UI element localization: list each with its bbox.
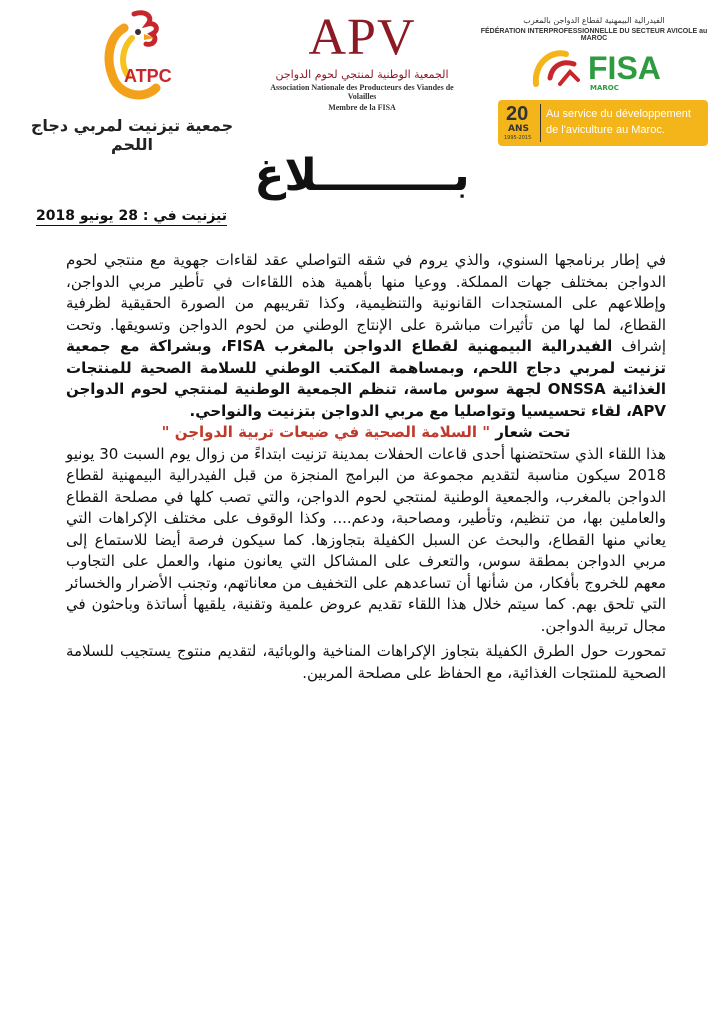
anniversary-number: 20 (506, 103, 529, 125)
apv-arabic-name: الجمعية الوطنية لمنتجي لحوم الدواجن (275, 68, 449, 81)
slogan-text: " السلامة الصحية في ضيعات تربية الدواجن " (161, 423, 491, 441)
page-title: بـــــــــلاغ (254, 150, 470, 201)
anniversary-tagline-2: de l'aviculture au Maroc. (546, 124, 665, 136)
anniversary-banner (498, 100, 708, 146)
paragraph-closing: تمحورت حول الطرق الكفيلة بتجاوز الإكراهات المناخية والوبائية، لتقديم منتوج يستجيب للسلامة الصحية للمنتجات الغذائية، مع الحفاظ على مصلحة المربين. (66, 642, 666, 682)
fisa-logo-text: FISA (588, 50, 661, 86)
fisa-emblem-icon (530, 44, 588, 92)
fisa-logo (530, 44, 680, 94)
paragraph-intro-text: في إطار برنامجها السنوي، والذي يروم في شقه التواصلي عقد لقاءات جهوية مع منتجي لحوم الدواجن بمختلف جهات المملكة. ووعيا منها بأهمية هذه اللقاءات في تأطير مربي الدواجن، وإطلاعهم على المستجدات القانونية والتنظيمية، وكذا تقريبهم من الصورة الحقيقية لظرفية القطاع، لما لها من تأثيرات مباشرة على الإنتاج الوطني من لحوم الدواجن وتسويقها. وتحت إشراف (66, 251, 667, 355)
document-date: تيزنيت في : 28 يونيو 2018 (36, 208, 228, 224)
slogan-line (66, 422, 666, 444)
paragraph-intro-bold: الفيدرالية البيمهنية لقطاع الدواجن بالمغرب FISA، وبشراكة مع جمعية تزنيت لمربي دجاج اللحم، وبمساهمة المكتب الوطني للسلامة الصحية للمنتجات الغذائية ONSSA لجهة سوس ماسة، تنظم الجمعية الوطنية لمنتجي لحوم الدواجن APV، لقاء تحسيسيا وتواصليا مع مربي الدواجن بتزنيت والنواحي. (66, 337, 667, 420)
fisa-french-name: FÉDÉRATION INTERPROFESSIONNELLE DU SECTEUR AVICOLE au MAROC (480, 28, 708, 42)
atpc-caption: جمعية تيزنيت لمربي دجاج اللحم (30, 116, 234, 154)
apv-french-name: Association Nationale des Producteurs des Viandes de Volailles (270, 83, 454, 101)
apv-logo-text: APV (308, 9, 416, 66)
anniversary-unit: ANS (508, 124, 529, 134)
slogan-prefix: تحت شعار (495, 423, 571, 441)
atpc-logo-text: ATPC (124, 66, 172, 86)
anniversary-years: 1995-2015 (504, 135, 532, 141)
anniversary-tagline-1: Au service du développement (546, 108, 691, 120)
fisa-arabic-name: الفيدرالية البيمهنية لقطاع الدواجن بالمغرب (523, 16, 665, 25)
anniversary-divider (540, 104, 541, 142)
rooster-icon (74, 8, 184, 108)
letterhead (0, 0, 724, 154)
paragraph-details: هذا اللقاء الذي ستحتضنها أحدى قاعات الحفلات بمدينة تزنيت ابتداءً من زوال يوم السبت 30 يونيو 2018 سيكون مناسبة لتقديم مجموعة من البرامج المنجزة من قبل الفيدرالية البيمهنية لقطاع الدواجن بالمغرب، والجمعية الوطنية لمنتجي لحوم الدواجن، والتي تصب كلها في مصلحة القطاع والعاملين بها، من تنظيم، وتأطير، ومصاحبة، ودعم.... وكذا الوقوف على مختلف الإكراهات التي يعاني منها القطاع، والبحث عن السبل الكفيلة بتجاوزها. كما سيكون فرصة أيضا للاستماع إلى مربي الدواجن بمطقة سوس، والتعرف على المشاكل التي يعانون منها، والعمل على التجاوب معهم للخروج بأفكار، من شأنها أن تساعدهم على التخفيف من معاناتهم، وتجنب الأضرار والخسائر التي تلحق بهم. كما سيتم خلال هذا اللقاء تقديم عروض علمية وتقنية، يلقيها أساتذة وباحثون في مجال تربية الدواجن. (66, 444, 666, 635)
apv-member-line: Membre de la FISA (328, 103, 396, 112)
document-body (66, 250, 666, 684)
paragraph-intro (66, 250, 666, 422)
apv-logo (262, 9, 462, 137)
fisa-logo-subtext: MAROC (590, 84, 619, 92)
atpc-logo (22, 8, 242, 154)
